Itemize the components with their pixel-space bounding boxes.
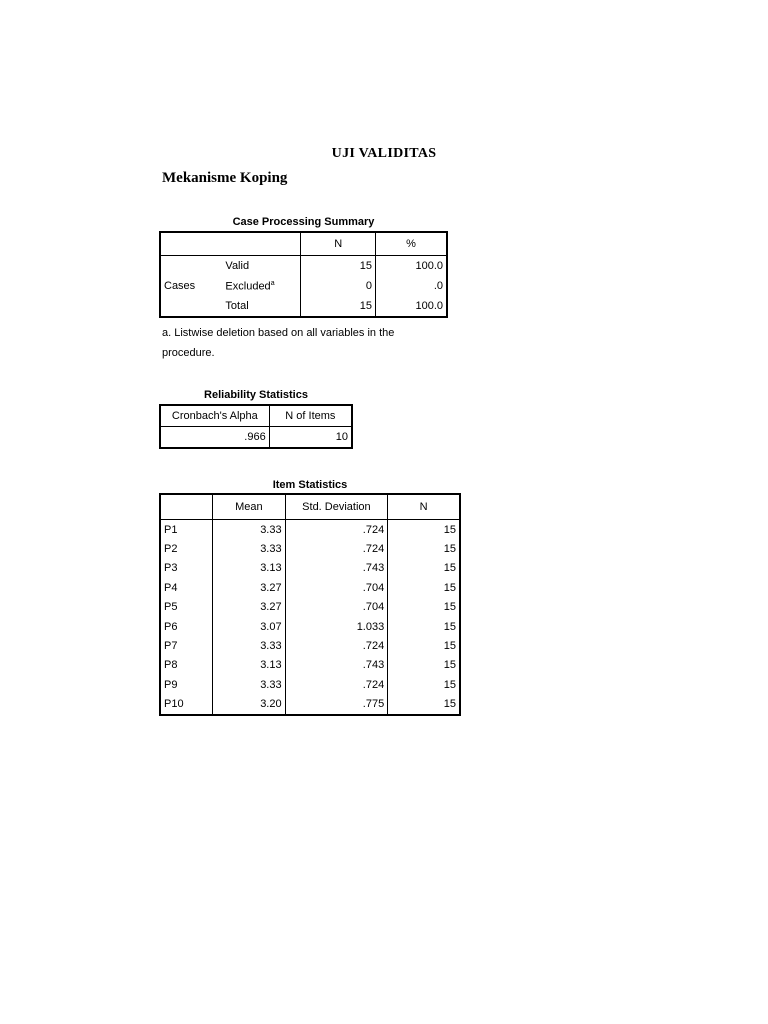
header-n: N	[301, 232, 376, 256]
page-title: UJI VALIDITAS	[331, 146, 437, 161]
table-row	[160, 675, 460, 694]
cell-n: 15	[301, 256, 376, 277]
item-label: P9	[164, 678, 178, 691]
cell-mean: 3.33	[213, 520, 285, 540]
table-row	[160, 598, 460, 617]
table-row	[160, 695, 460, 715]
item-statistics-table	[159, 493, 461, 716]
cell-percent: .0	[375, 276, 447, 296]
cell-mean: 3.27	[213, 598, 285, 617]
table-row	[160, 427, 352, 449]
item-label: P7	[164, 640, 178, 653]
item-label: P1	[164, 523, 178, 536]
cell-n: 15	[388, 656, 460, 675]
row-label: Total	[225, 300, 249, 312]
case-processing-table	[159, 231, 448, 318]
item-label: P5	[164, 601, 178, 614]
section-subtitle: Mekanisme Koping	[162, 170, 288, 186]
item-label: P3	[164, 562, 178, 575]
header-percent: %	[375, 232, 447, 256]
reliability-table	[159, 404, 353, 449]
table-header-row	[160, 405, 352, 427]
cell-std-deviation: .724	[285, 636, 388, 655]
cell-std-deviation: .775	[285, 695, 388, 715]
table-row	[160, 636, 460, 655]
item-statistics-caption: Item Statistics	[272, 479, 348, 491]
header-n-of-items: N of Items	[269, 405, 352, 427]
cell-std-deviation: .724	[285, 675, 388, 694]
cell-std-deviation: 1.033	[285, 617, 388, 636]
cell-n: 15	[388, 617, 460, 636]
item-label: P2	[164, 543, 178, 556]
cell-n: 15	[388, 636, 460, 655]
row-label: Valid	[225, 260, 250, 272]
cell-std-deviation: .704	[285, 578, 388, 597]
cell-percent: 100.0	[375, 296, 447, 317]
cell-cronbach-alpha: .966	[244, 431, 266, 443]
cell-n: 15	[301, 296, 376, 317]
header-mean: Mean	[213, 494, 285, 520]
cell-std-deviation: .724	[285, 520, 388, 540]
cell-mean: 3.33	[213, 539, 285, 558]
table-row	[160, 539, 460, 558]
header-n: N	[388, 494, 460, 520]
cell-mean: 3.33	[213, 675, 285, 694]
item-label: P4	[164, 581, 178, 594]
table-row	[160, 256, 447, 277]
cell-mean: 3.33	[213, 636, 285, 655]
cell-mean: 3.07	[213, 617, 285, 636]
header-cronbach-alpha: Cronbach's Alpha	[160, 405, 269, 427]
header-std-deviation: Std. Deviation	[285, 494, 388, 520]
cases-group-label: Cases	[164, 280, 196, 292]
cell-n: 15	[388, 520, 460, 540]
footnote-line-2: procedure.	[162, 347, 215, 359]
row-label-excluded	[222, 276, 301, 296]
cell-std-deviation: .743	[285, 559, 388, 578]
cell-n: 15	[388, 695, 460, 715]
cell-mean: 3.13	[213, 656, 285, 675]
case-processing-caption: Case Processing Summary	[232, 216, 375, 228]
table-header-row	[160, 494, 460, 520]
cell-mean: 3.27	[213, 578, 285, 597]
header-blank-cell	[160, 494, 213, 520]
cell-mean: 3.20	[213, 695, 285, 715]
table-row	[160, 520, 460, 540]
cell-std-deviation: .704	[285, 598, 388, 617]
table-header-row	[160, 232, 447, 256]
cell-n: 15	[388, 559, 460, 578]
cell-mean: 3.13	[213, 559, 285, 578]
header-blank-cell	[160, 232, 301, 256]
cell-n: 15	[388, 598, 460, 617]
item-label: P6	[164, 620, 178, 633]
cell-std-deviation: .724	[285, 539, 388, 558]
cell-n: 15	[388, 675, 460, 694]
cell-std-deviation: .743	[285, 656, 388, 675]
cell-percent: 100.0	[375, 256, 447, 277]
row-label: Excluded	[225, 280, 271, 293]
footnote-line-1: a. Listwise deletion based on all variables in the	[162, 327, 395, 339]
cell-n: 15	[388, 578, 460, 597]
table-row	[160, 656, 460, 675]
item-label: P10	[164, 698, 184, 711]
table-row	[160, 617, 460, 636]
item-label: P8	[164, 659, 178, 672]
cell-n-of-items: 10	[269, 427, 352, 449]
cell-n: 0	[301, 276, 376, 296]
cell-n: 15	[388, 539, 460, 558]
table-row	[160, 578, 460, 597]
footnote-marker: a	[270, 279, 275, 287]
reliability-caption: Reliability Statistics	[204, 389, 308, 401]
table-row	[160, 559, 460, 578]
